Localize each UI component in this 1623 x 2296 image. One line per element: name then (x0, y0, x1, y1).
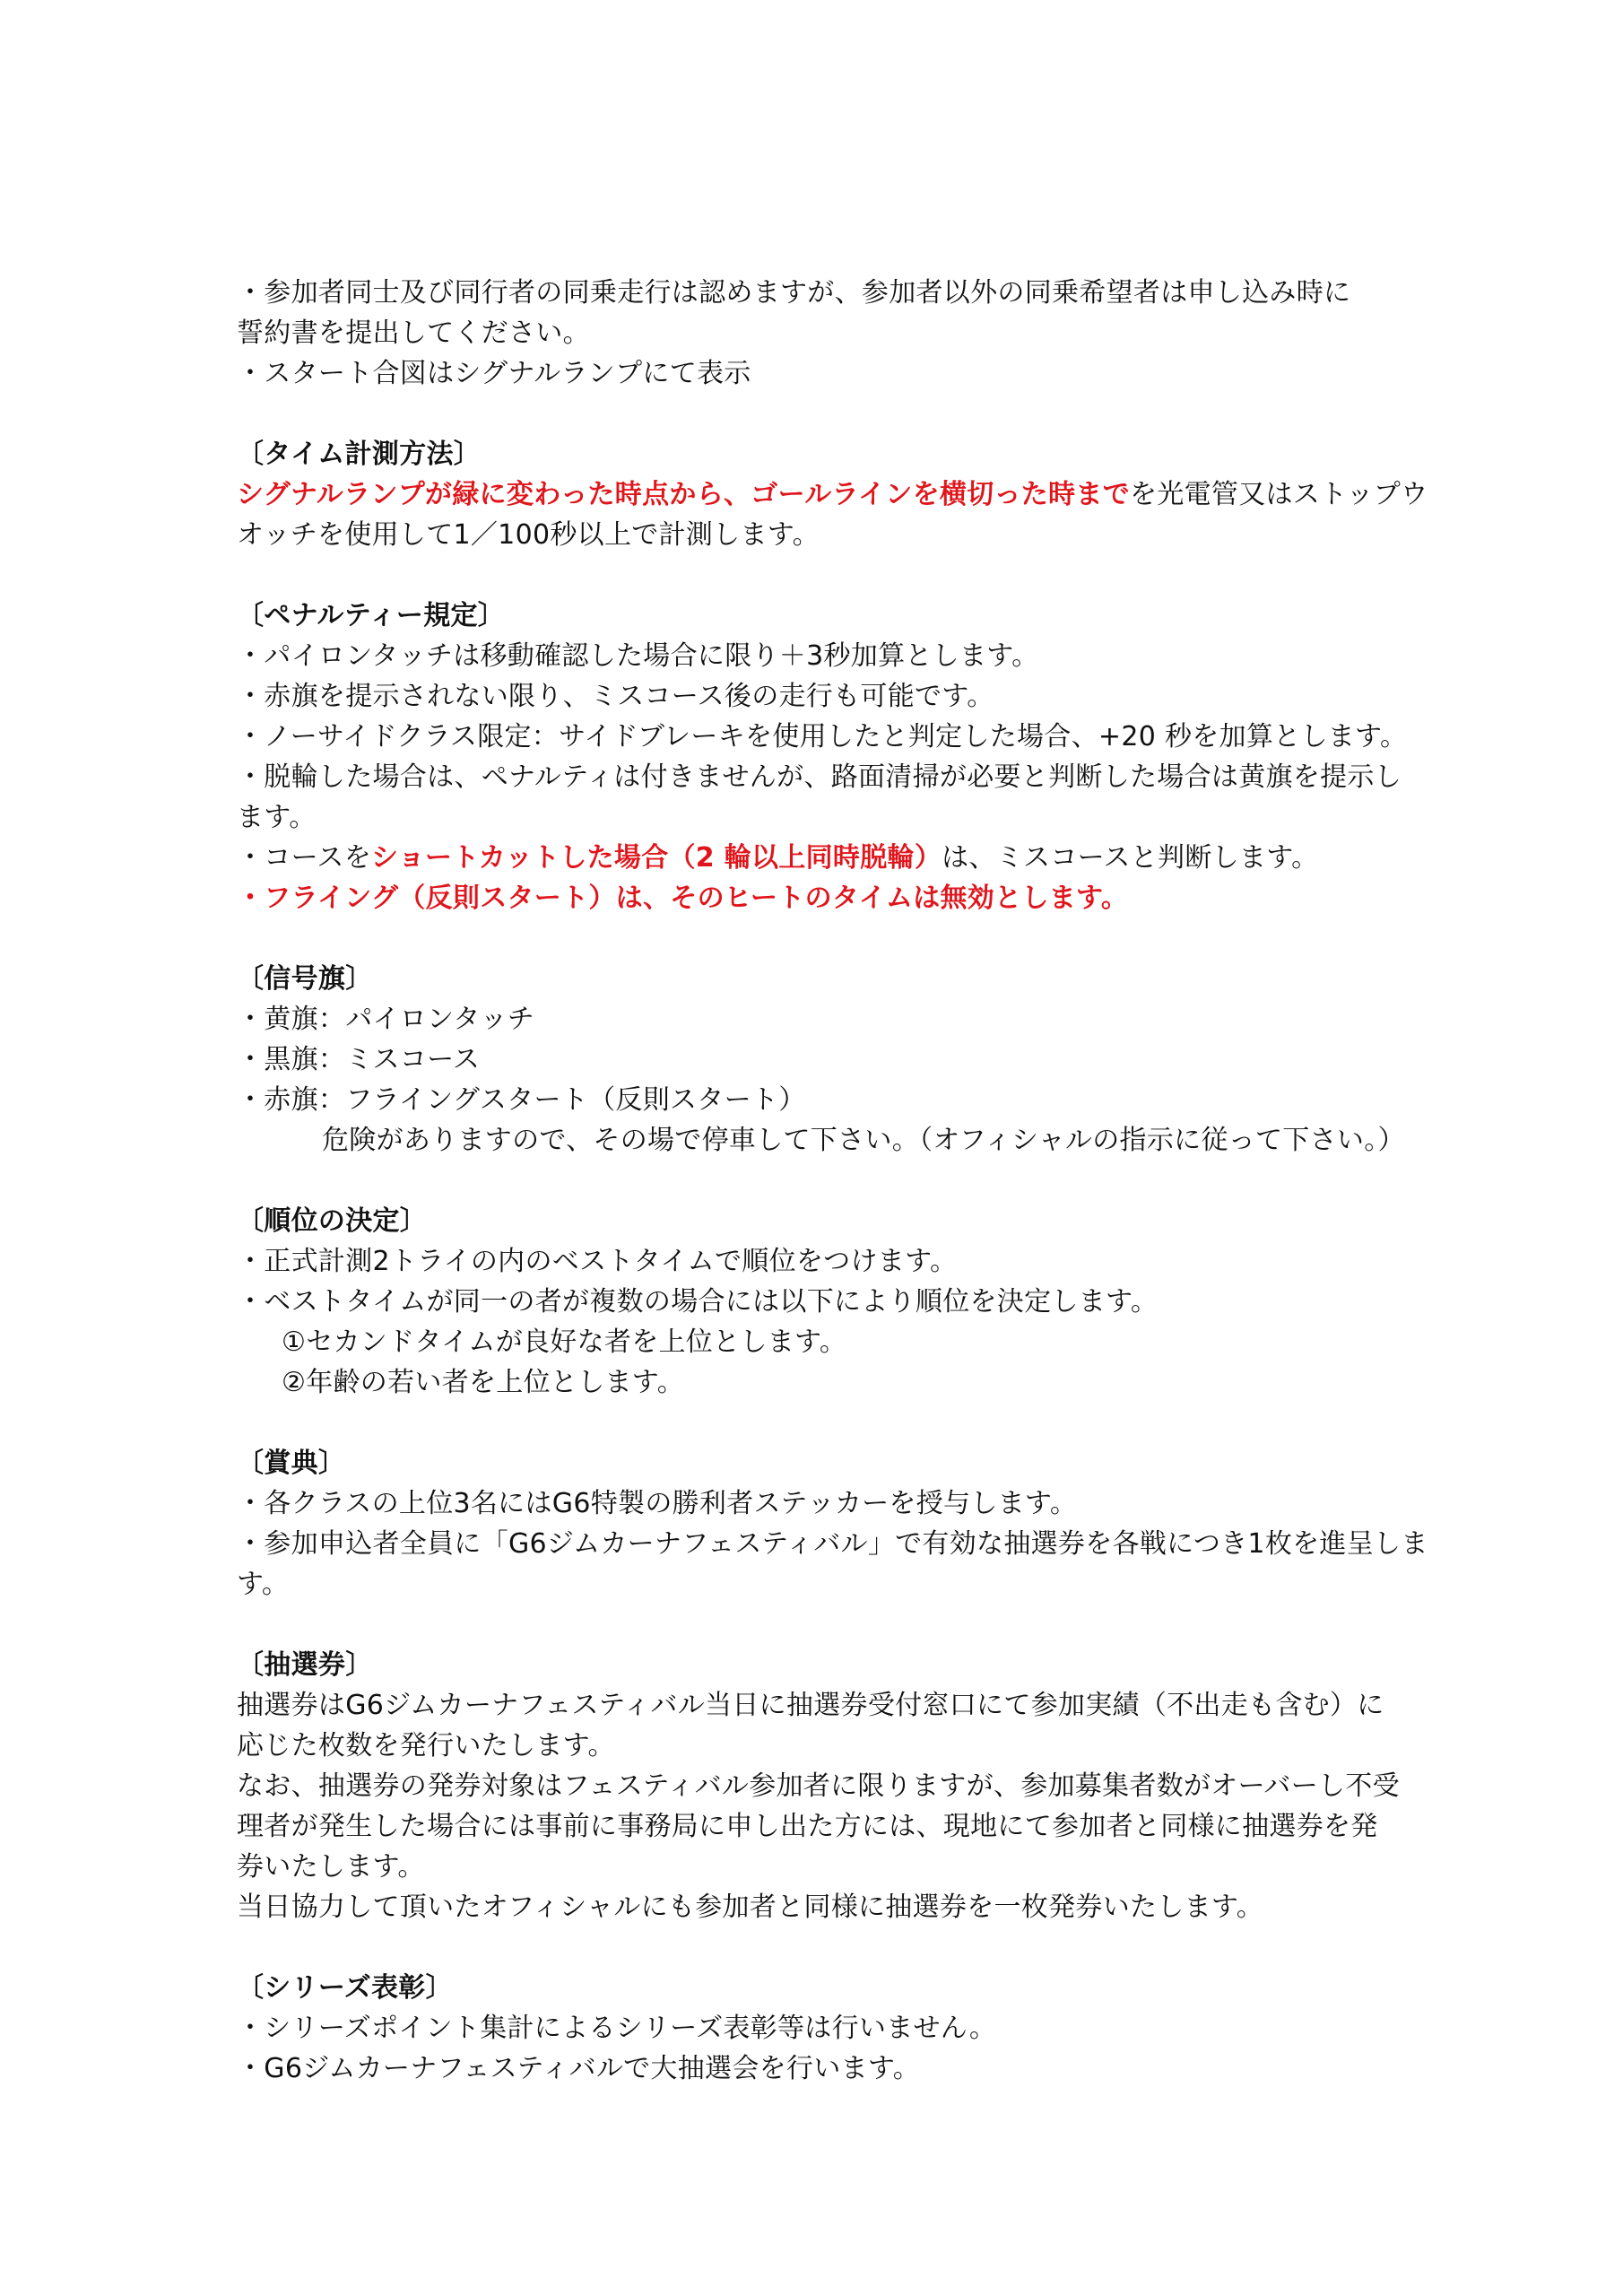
ranking-line-2: ・ベストタイムが同一の者が複数の場合には以下により順位を決定します。 (237, 1286, 1159, 1318)
intro-line-3: ・スタート合図はシグナルランプにて表示 (237, 358, 751, 389)
penalty-line-5-post: は、ミスコースと判断します。 (942, 842, 1319, 874)
awards-line-2: ・参加申込者全員に「G6ジムカーナフェスティバル」で有効な抽選券を各戦につき1枚を進呈しま (237, 1528, 1428, 1560)
timing-highlight: シグナルランプが緑に変わった時点から、ゴールラインを横切った時まで (237, 479, 1130, 510)
penalty-line-1: ・パイロンタッチは移動確認した場合に限り＋3秒加算とします。 (237, 640, 1039, 672)
lottery-line-5: 券いたします。 (237, 1851, 425, 1883)
penalty-line-4b: ます。 (237, 802, 317, 833)
flags-red-note: 危険がありますので、その場で停車して下さい。（オフィシャルの指示に従って下さい。） (322, 1125, 1405, 1156)
awards-heading: 〔賞典〕 (237, 1448, 346, 1479)
spacer (237, 394, 1402, 434)
awards-line-3: す。 (237, 1569, 290, 1600)
series-line-2: ・G6ジムカーナフェスティバルで大抽選会を行います。 (237, 2053, 921, 2084)
lottery-heading: 〔抽選券〕 (237, 1649, 373, 1681)
lottery-line-3: なお、抽選券の発券対象はフェスティバル参加者に限りますが、参加募集者数がオーバーし不受 (237, 1770, 1400, 1802)
penalty-shortcut-highlight: ショートカットした場合（2 輪以上同時脱輪） (371, 842, 942, 874)
penalty-line-5-pre: ・コースを (237, 842, 371, 874)
flags-red: ・赤旗：フライングスタート（反則スタート） (237, 1084, 806, 1116)
penalty-line-5 (237, 838, 1402, 878)
series-heading: 〔シリーズ表彰〕 (237, 1972, 453, 2004)
flags-yellow: ・黄旗：パイロンタッチ (237, 1004, 535, 1035)
awards-line-1: ・各クラスの上位3名にはG6特製の勝利者ステッカーを授与します。 (237, 1488, 1078, 1519)
ranking-heading: 〔順位の決定〕 (237, 1205, 428, 1237)
spacer (237, 1161, 1402, 1201)
timing-heading: 〔タイム計測方法〕 (237, 439, 482, 470)
lottery-line-2: 応じた枚数を発行いたします。 (237, 1730, 615, 1761)
spacer (237, 1605, 1402, 1645)
document-body (237, 273, 1428, 2089)
ranking-rule-2: ②年齢の若い者を上位とします。 (282, 1367, 684, 1398)
penalty-line-2: ・赤旗を提示されない限り、ミスコース後の走行も可能です。 (237, 681, 994, 712)
flags-black: ・黒旗：ミスコース (237, 1044, 481, 1075)
penalty-line-3: ・ノーサイドクラス限定：サイドブレーキを使用したと判定した場合、+20 秒を加算とします。 (237, 721, 1408, 752)
spacer (237, 918, 1402, 959)
lottery-line-4: 理者が発生した場合には事前に事務局に申し出た方には、現地にて参加者と同様に抽選券を発 (237, 1811, 1378, 1842)
timing-line-1 (237, 474, 1428, 515)
penalty-line-4a: ・脱輪した場合は、ペナルティは付きませんが、路面清掃が必要と判断した場合は黄旗を提示し (237, 761, 1402, 793)
intro-line-1: ・参加者同士及び同行者の同乗走行は認めますが、参加者以外の同乗希望者は申し込み時に (237, 277, 1351, 309)
penalty-flying-highlight: ・フライング（反則スタート）は、そのヒートのタイムは無効とします。 (237, 883, 1129, 914)
timing-line-1-rest: を光電管又はストップウ (1130, 479, 1428, 510)
spacer (237, 1403, 1402, 1443)
lottery-line-1: 抽選券はG6ジムカーナフェスティバル当日に抽選券受付窓口にて参加実績（不出走も含む）に (237, 1690, 1384, 1721)
timing-line-2: オッチを使用して1／100秒以上で計測します。 (237, 519, 820, 551)
spacer (237, 1927, 1402, 1968)
penalty-heading: 〔ペナルティー規定〕 (237, 600, 506, 631)
spacer (237, 555, 1402, 596)
flags-heading: 〔信号旗〕 (237, 963, 373, 995)
series-line-1: ・シリーズポイント集計によるシリーズ表彰等は行いません。 (237, 2013, 997, 2044)
intro-line-2: 誓約書を提出してください。 (237, 317, 590, 349)
ranking-rule-1: ①セカンドタイムが良好な者を上位とします。 (282, 1326, 847, 1358)
lottery-line-6: 当日協力して頂いたオフィシャルにも参加者と同様に抽選券を一枚発券いたします。 (237, 1892, 1264, 1923)
ranking-line-1: ・正式計測2トライの内のベストタイムで順位をつけます。 (237, 1246, 958, 1277)
